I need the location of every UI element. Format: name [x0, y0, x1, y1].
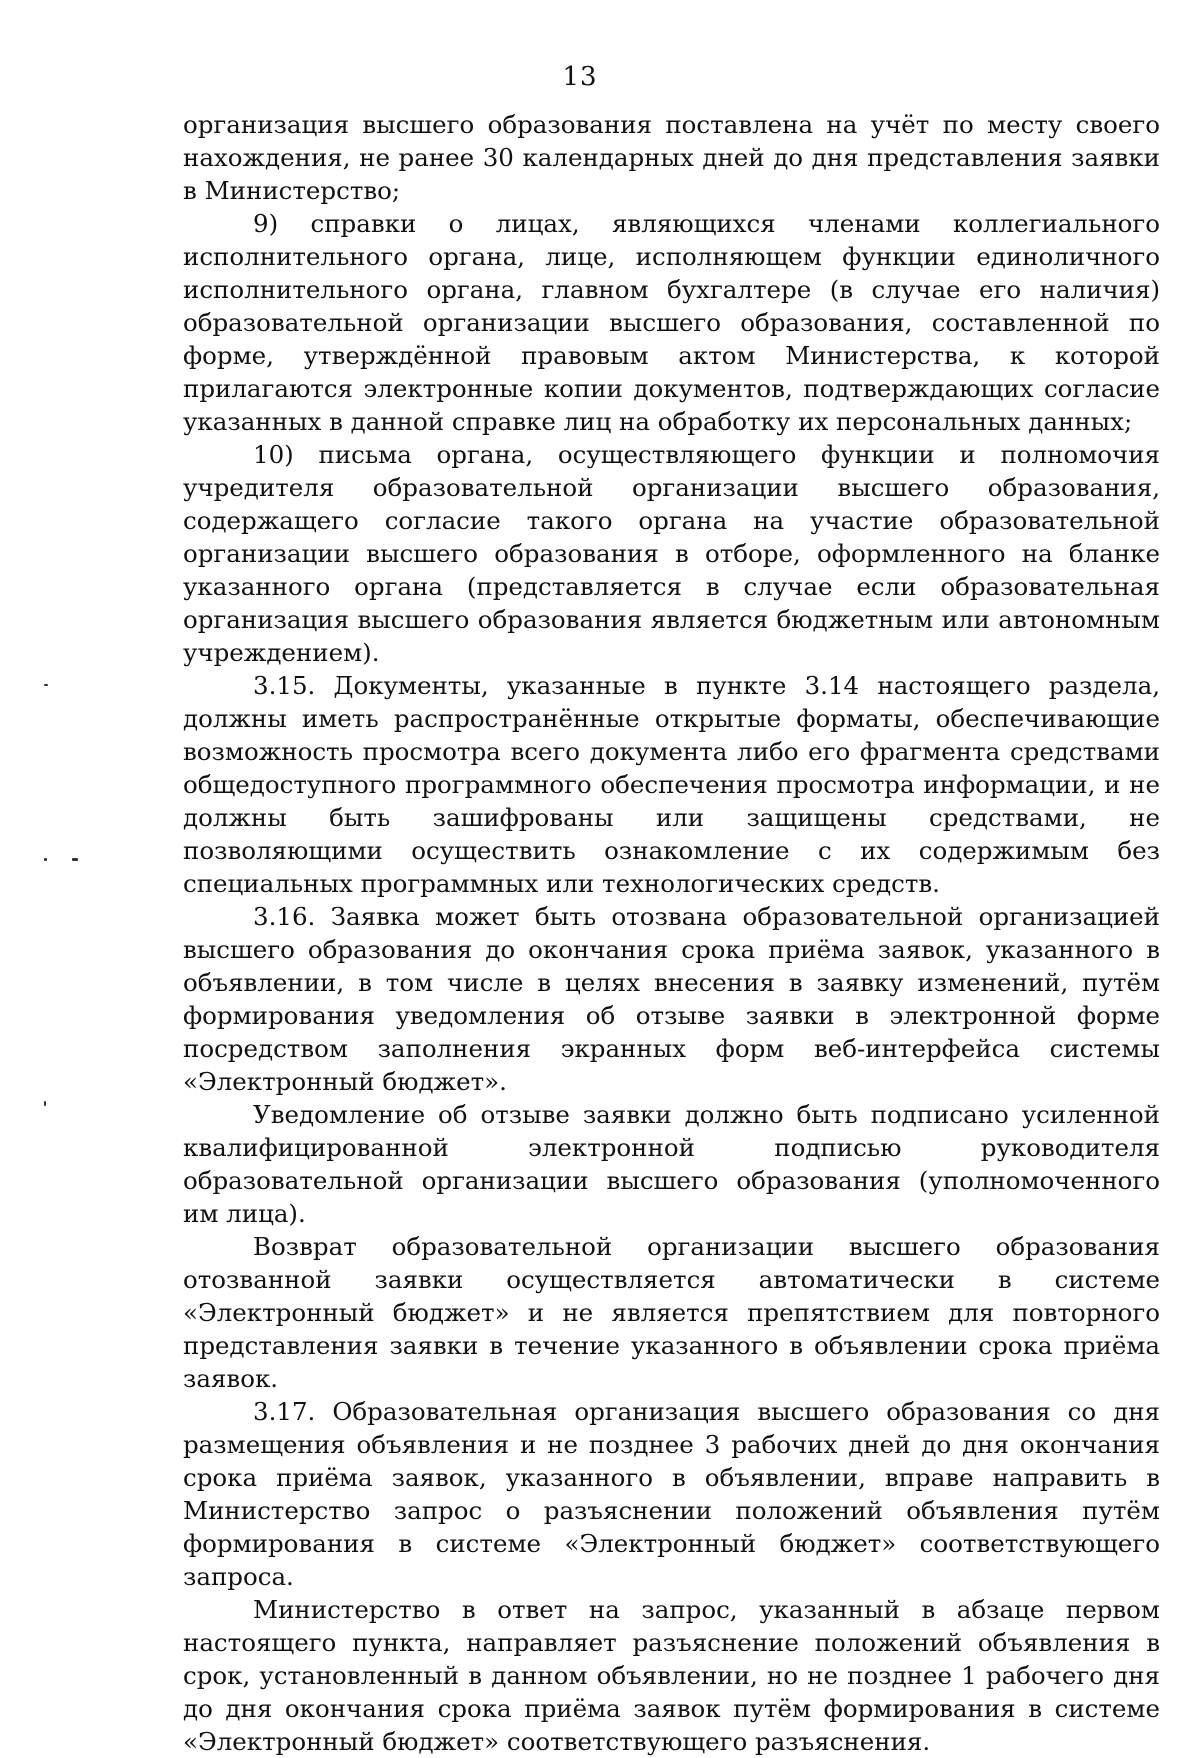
paragraph-3-15: 3.15. Документы, указанные в пункте 3.14 настоящего раздела, должны иметь распространённые открытые форматы, обеспечивающие возможность просмотра всего документа либо его фрагмента средствами общедоступного программного обеспечения просмотра информации, и не должны быть зашифрованы или защищены средствами, не позволяющими осуществить ознакомление с их содержимым без специальных программных или технологических средств.: [183, 671, 1160, 898]
paragraph-item-10: 10) письма органа, осуществляющего функции и полномочия учредителя образовательной организации высшего образования, содержащего согласие такого органа на участие образовательной организации высшего образования в отборе, оформленного на бланке указанного органа (представляется в случае если образовательная организация высшего образования является бюджетным или автономным учреждением).: [183, 440, 1160, 667]
paragraph-3-17: 3.17. Образовательная организация высшего образования со дня размещения объявления и не позднее 3 рабочих дней до дня окончания срока приёма заявок, указанного в объявлении, вправе направить в Министерство запрос о разъяснении положений объявления путём формирования в системе «Электронный бюджет» соответствующего запроса.: [183, 1397, 1160, 1591]
scan-mark: [72, 858, 78, 861]
paragraph-item-9: 9) справки о лицах, являющихся членами коллегиального исполнительного органа, лице, исполняющем функции единоличного исполнительного органа, главном бухгалтере (в случае его наличия) образовательной организации высшего образования, составленной по форме, утверждённой правовым актом Министерства, к которой прилагаются электронные копии документов, подтверждающих согласие указанных в данной справке лиц на обработку их персональных данных;: [183, 209, 1160, 436]
scan-mark: [44, 684, 48, 686]
paragraph-ministry-response: Министерство в ответ на запрос, указанный в абзаце первом настоящего пункта, направляет разъяснение положений объявления в срок, установленный в данном объявлении, но не позднее 1 рабочего дня до дня окончания срока приёма заявок путём формирования в системе «Электронный бюджет» соответствующего разъяснения.: [183, 1595, 1160, 1756]
paragraph-return-of-application: Возврат образовательной организации высшего образования отозванной заявки осуществляется автоматически в системе «Электронный бюджет» и не является препятствием для повторного представления заявки в течение указанного в объявлении срока приёма заявок.: [183, 1232, 1160, 1393]
scan-mark: [44, 1101, 46, 1106]
paragraph-continuation: организация высшего образования поставлена на учёт по месту своего нахождения, не ранее 30 календарных дней до дня представления заявки в Министерство;: [183, 110, 1160, 205]
page-number: 13: [562, 62, 598, 92]
scan-mark: [44, 858, 47, 861]
paragraph-withdrawal-notice: Уведомление об отзыве заявки должно быть подписано усиленной квалифицированной электронной подписью руководителя образовательной организации высшего образования (уполномоченного им лица).: [183, 1100, 1160, 1228]
paragraph-3-16: 3.16. Заявка может быть отозвана образовательной организацией высшего образования до окончания срока приёма заявок, указанного в объявлении, в том числе в целях внесения в заявку изменений, путём формирования уведомления об отзыве заявки в электронной форме посредством заполнения экранных форм веб-интерфейса системы «Электронный бюджет».: [183, 902, 1160, 1096]
document-body: [183, 108, 1160, 1758]
